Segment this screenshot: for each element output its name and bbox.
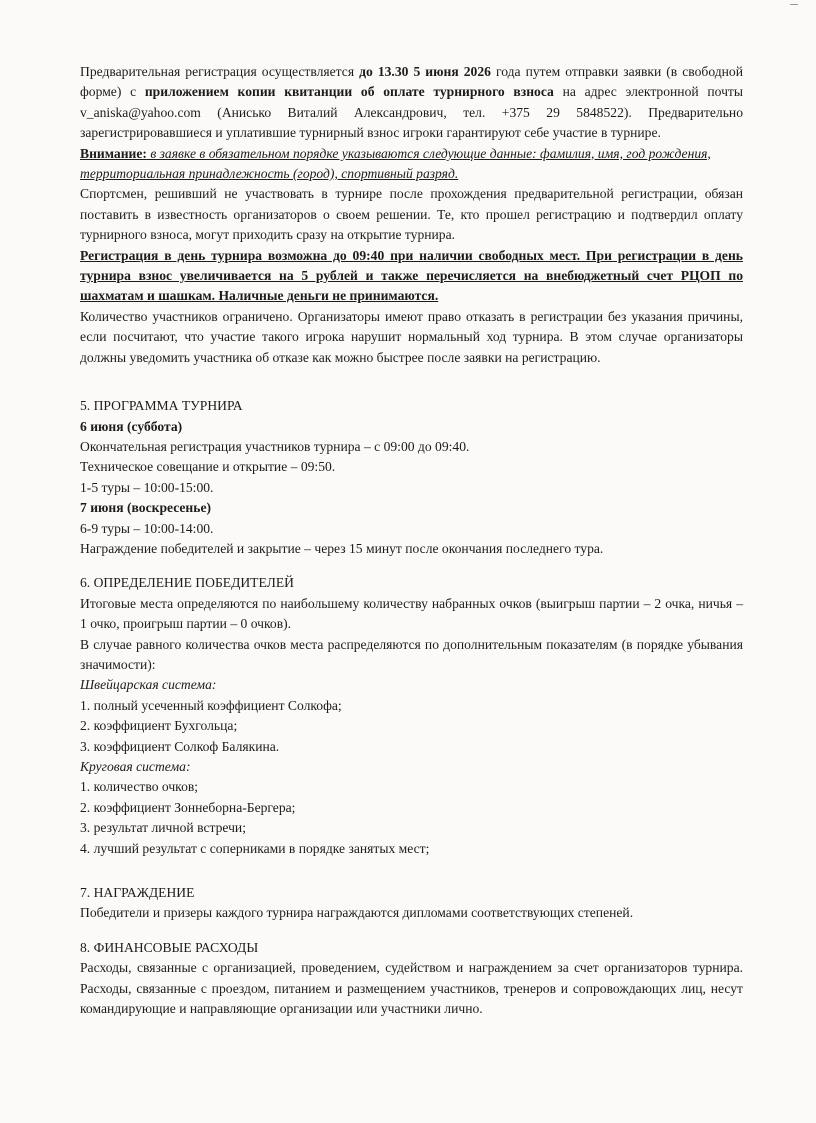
section-heading-finance: 8. ФИНАНСОВЫЕ РАСХОДЫ bbox=[80, 939, 259, 955]
withdrawal-paragraph: Спортсмен, решивший не участвовать в турнире после прохождения предварительной регистрации, обязан поставить в известность организаторов о своем решении. Те, кто прошел регистрацию и подтвердил оплату турнирного взноса, могут приходить сразу на открытие турнира. bbox=[80, 186, 743, 243]
swiss-label: Швейцарская система: bbox=[80, 677, 217, 693]
text-run: года путем отправки заявки (в свободной форме) с bbox=[80, 64, 744, 100]
round-robin-label: Круговая система: bbox=[80, 759, 191, 774]
list-item: 1-5 туры – 10:00-15:00. bbox=[80, 479, 214, 495]
text-run: на адрес электронной почты v_aniska@yahoo.com (Анисько Виталий Александрович, тел. +375 29 5848522). Предварительно зарегистрировавшиеся и уплатившие турнирный взнос игроки гарантируют себе участие в турнире. bbox=[80, 84, 743, 141]
list-item: 2. коэффициент Зоннеборна-Бергера; bbox=[80, 799, 296, 815]
list-item: 3. коэффициент Солкоф Балякина. bbox=[80, 738, 280, 754]
list-item: Награждение победителей и закрытие – через 15 минут после окончания последнего тура. bbox=[80, 540, 604, 556]
scoring-paragraph: Итоговые места определяются по наибольшему количеству набранных очков (выигрыш партии – 2 очка, ничья – 1 очко, проигрыш партии – 0 очков). bbox=[80, 595, 743, 632]
document-page bbox=[80, 62, 743, 1019]
section-heading-awards: 7. НАГРАЖДЕНИЕ bbox=[80, 885, 195, 901]
awards-paragraph: Победители и призеры каждого турнира награждаются дипломами соответствующих степеней. bbox=[80, 905, 634, 921]
receipt-bold: приложением копии квитанции об оплате турнирного взноса bbox=[144, 84, 554, 100]
day2-title: 7 июня (воскресенье) bbox=[80, 500, 212, 516]
list-item: Техническое совещание и открытие – 09:50. bbox=[80, 459, 336, 475]
same-day-registration-paragraph: Регистрация в день турнира возможна до 09:40 при наличии свободных мест. При регистрации в день турнира взнос увеличивается на 5 рублей и также перечисляется на внебюджетный счет РЦОП по шахматам и шашкам. Наличные деньги не принимаются. bbox=[80, 247, 743, 304]
day1-title: 6 июня (суббота) bbox=[80, 418, 183, 434]
tiebreak-paragraph: В случае равного количества очков места распределяются по дополнительным показателям (в порядке убывания значимости): bbox=[80, 636, 743, 672]
finance-paragraph: Расходы, связанные с организацией, проведением, судейством и награждением за счет организаторов турнира. Расходы, связанные с проездом, питанием и размещением участников, тренеров и сопровождающих лиц, несут командирующие и направляющие организации или участники лично. bbox=[80, 960, 743, 1017]
list-item: 2. коэффициент Бухгольца; bbox=[80, 718, 238, 734]
attention-text: в заявке в обязательном порядке указываются следующие данные: фамилия, имя, год рождения, территориальная принадлежность (город), спортивный разряд. bbox=[80, 145, 711, 182]
section-heading-winners: 6. ОПРЕДЕЛЕНИЕ ПОБЕДИТЕЛЕЙ bbox=[80, 575, 294, 591]
limit-paragraph: Количество участников ограничено. Организаторы имеют право отказать в регистрации без указания причины, если посчитают, что участие такого игрока нарушит нормальный ход турнира. В этом случае организаторы должны уведомить участника об отказе как можно быстрее после заявки на регистрацию. bbox=[80, 308, 743, 365]
text-run: Предварительная регистрация осуществляется bbox=[80, 64, 360, 79]
attention-label: Внимание: bbox=[80, 145, 147, 161]
list-item: 1. полный усеченный коэффициент Солкофа; bbox=[80, 697, 342, 713]
attention-paragraph bbox=[80, 144, 743, 185]
section-heading-program: 5. ПРОГРАММА ТУРНИРА bbox=[80, 398, 243, 414]
scan-mark bbox=[790, 4, 798, 9]
list-item: Окончательная регистрация участников турнира – с 09:00 до 09:40. bbox=[80, 438, 470, 454]
list-item: 3. результат личной встречи; bbox=[80, 820, 246, 836]
list-item: 4. лучший результат с соперниками в порядке занятых мест; bbox=[80, 840, 430, 856]
deadline-bold: до 13.30 5 июня 2026 bbox=[359, 64, 491, 79]
registration-paragraph bbox=[80, 62, 743, 144]
list-item: 1. количество очков; bbox=[80, 779, 199, 795]
list-item: 6-9 туры – 10:00-14:00. bbox=[80, 520, 214, 536]
